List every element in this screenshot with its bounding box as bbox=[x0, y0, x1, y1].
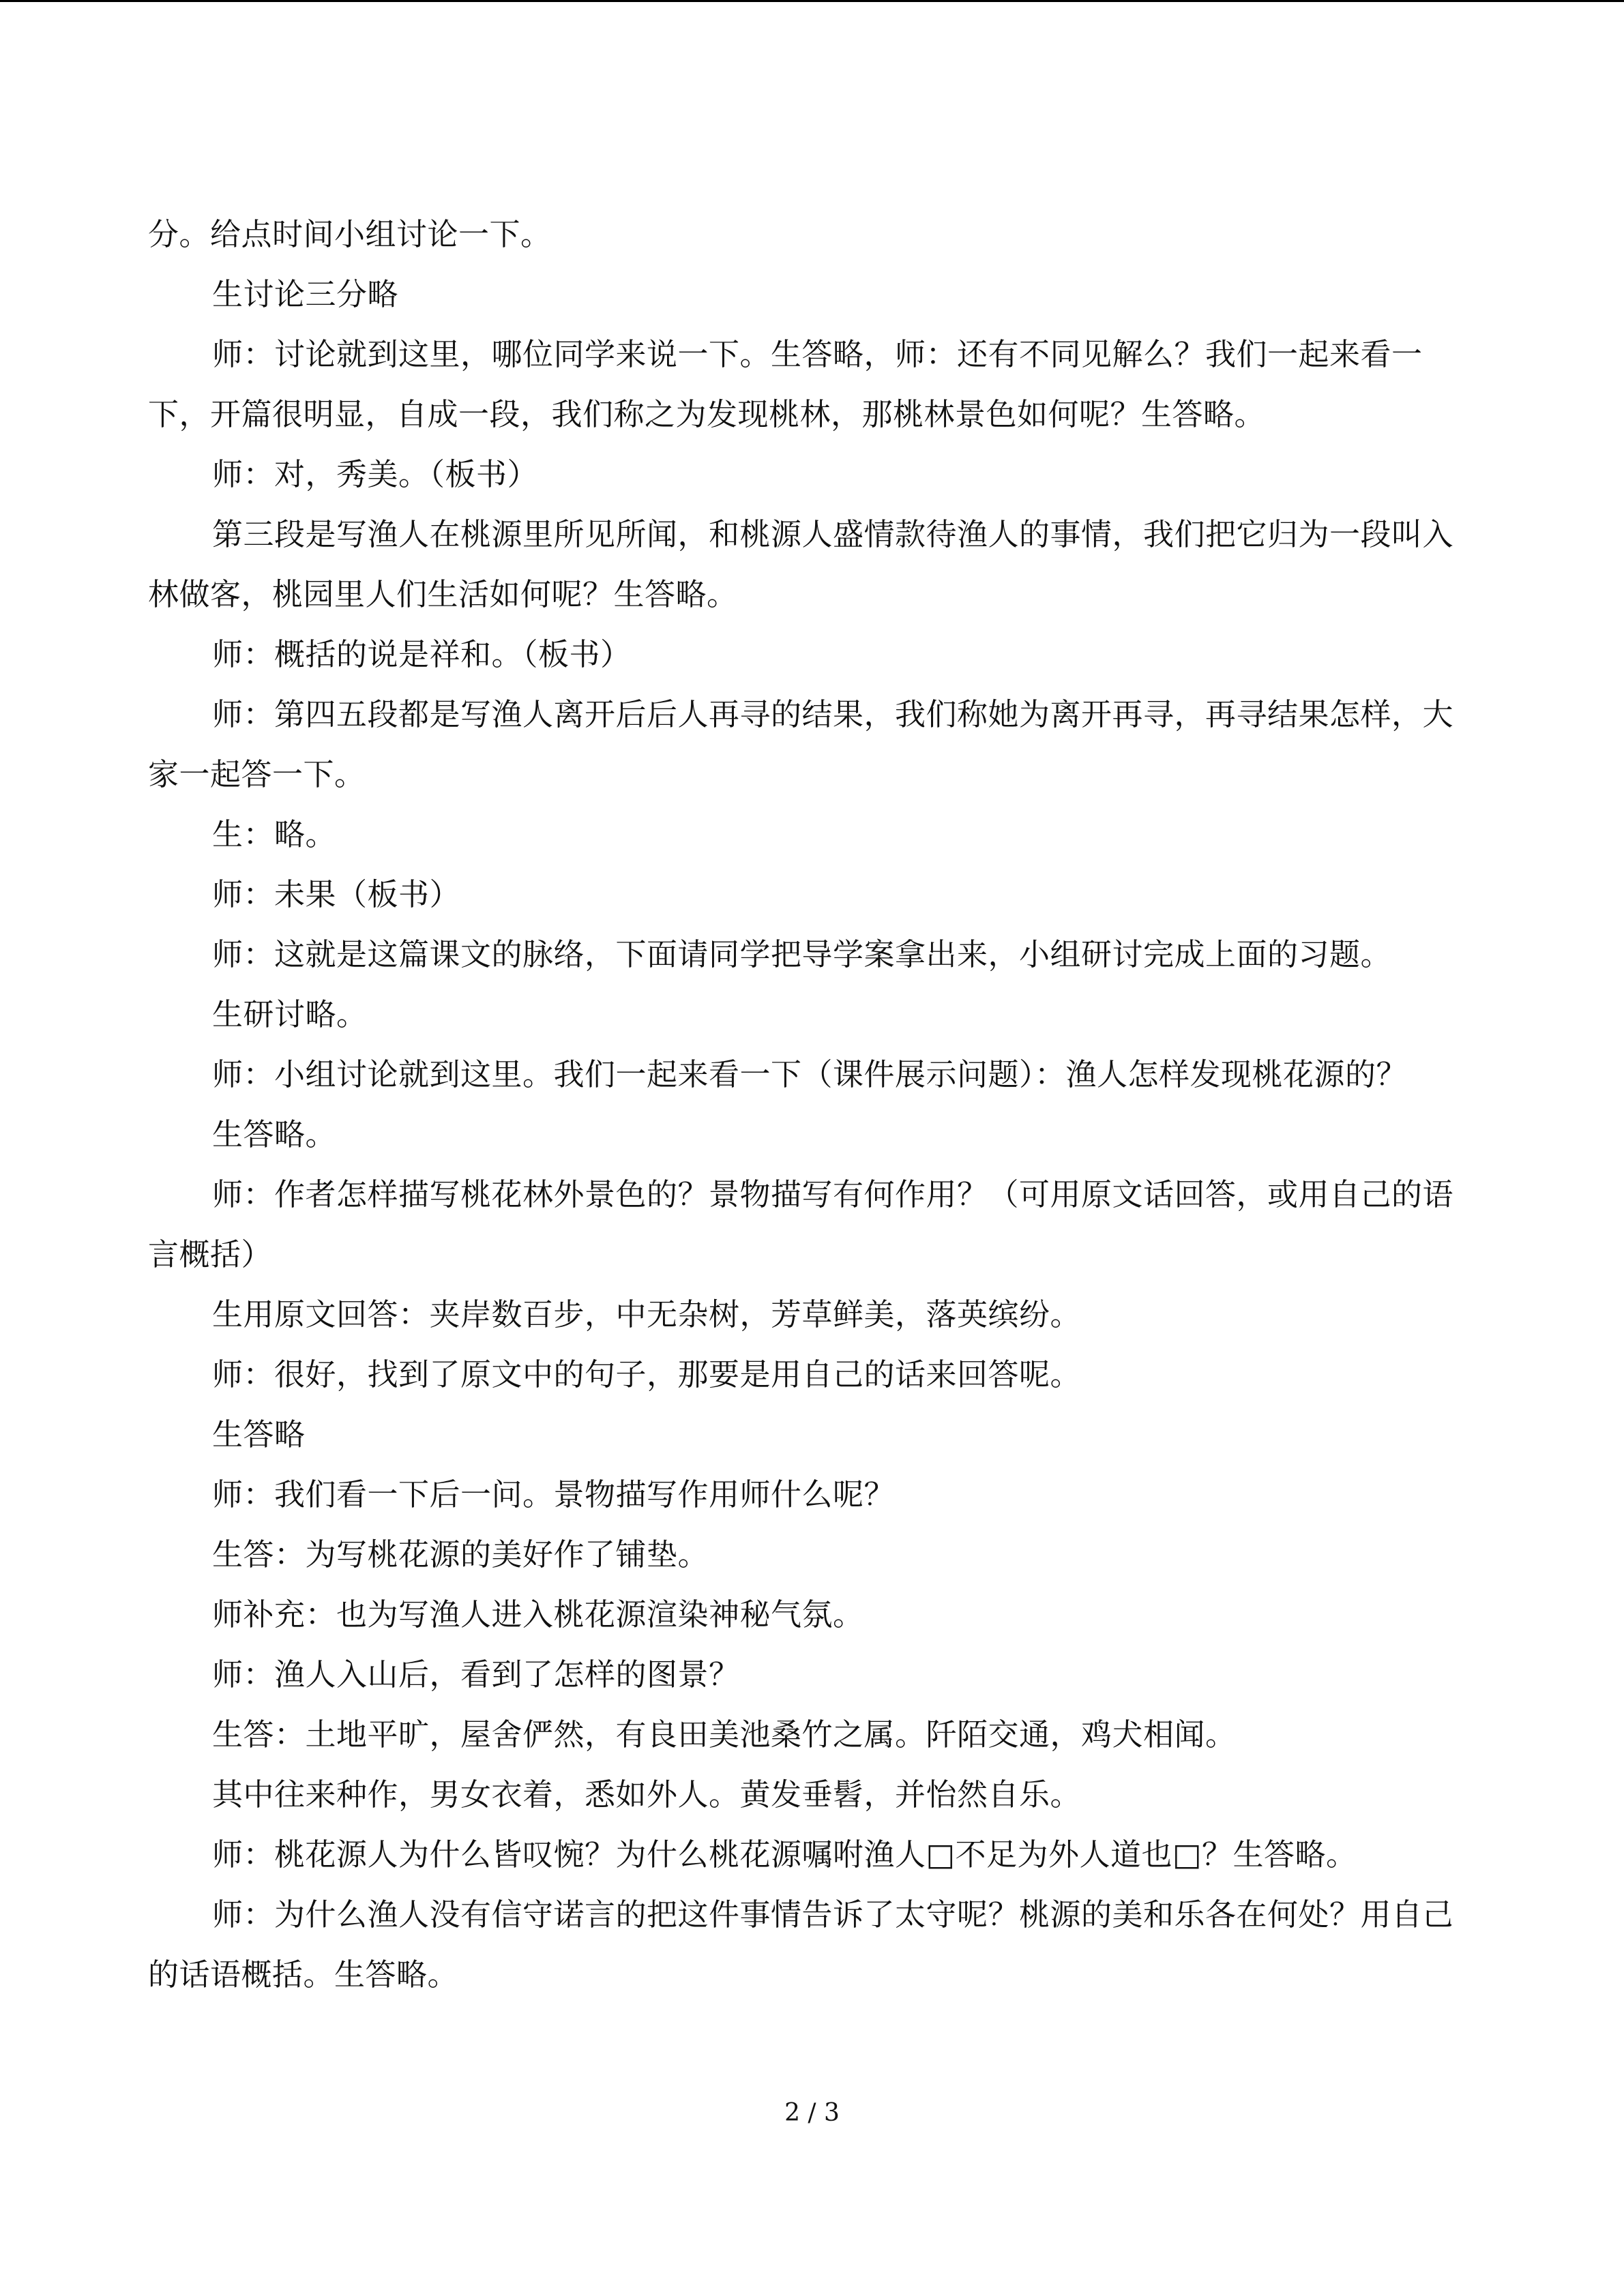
document-body bbox=[148, 205, 1464, 2005]
paragraph: 师：未果（板书） bbox=[212, 876, 461, 912]
paragraph: 师：讨论就到这里，哪位同学来说一下。生答略，师：还有不同见解么？我们一起来看一下，开篇很明显，自成一段，我们称之为发现桃林，那桃林景色如何呢？生答略。 bbox=[148, 336, 1423, 432]
paragraph: 生用原文回答：夹岸数百步，中无杂树，芳草鲜美，落英缤纷。 bbox=[212, 1296, 1082, 1332]
paragraph: 师：对，秀美。（板书） bbox=[212, 456, 539, 492]
paragraph: 师补充：也为写渔人进入桃花源渲染神秘气氛。 bbox=[212, 1596, 864, 1632]
paragraph: 师：我们看一下后一问。景物描写作用师什么呢？ bbox=[212, 1476, 896, 1512]
paragraph: 师：这就是这篇课文的脉络，下面请同学把导学案拿出来，小组研讨完成上面的习题。 bbox=[212, 936, 1392, 972]
paragraph: 师：作者怎样描写桃花林外景色的？景物描写有何作用？（可用原文话回答，或用自己的语言概括） bbox=[148, 1176, 1454, 1272]
paragraph: 其中往来种作，男女衣着，悉如外人。黄发垂髫，并怡然自乐。 bbox=[212, 1776, 1082, 1813]
paragraph: 生讨论三分略 bbox=[212, 276, 399, 312]
paragraph: 生答略 bbox=[212, 1416, 306, 1452]
paragraph: 生研讨略。 bbox=[212, 996, 368, 1032]
paragraph: 师：为什么渔人没有信守诺言的把这件事情告诉了太守呢？桃源的美和乐各在何处？用自己的话语概括。生答略。 bbox=[148, 1896, 1454, 1993]
paragraph: 师：概括的说是祥和。（板书） bbox=[212, 636, 632, 672]
paragraph: 生答略。 bbox=[212, 1116, 337, 1152]
paragraph: 生答：为写桃花源的美好作了铺垫。 bbox=[212, 1536, 709, 1572]
paragraph: 师：第四五段都是写渔人离开后后人再寻的结果，我们称她为离开再寻，再寻结果怎样，大家一起答一下。 bbox=[148, 696, 1454, 792]
paragraph: 生答：土地平旷，屋舍俨然，有良田美池桑竹之属。阡陌交通，鸡犬相闻。 bbox=[212, 1716, 1237, 1753]
paragraph: 第三段是写渔人在桃源里所见所闻，和桃源人盛情款待渔人的事情，我们把它归为一段叫入林做客，桃园里人们生活如何呢？生答略。 bbox=[148, 516, 1454, 612]
paragraph: 分。给点时间小组讨论一下。 bbox=[148, 216, 552, 252]
paragraph: 师：渔人入山后，看到了怎样的图景？ bbox=[212, 1656, 740, 1693]
paragraph: 师：很好，找到了原文中的句子，那要是用自己的话来回答呢。 bbox=[212, 1356, 1082, 1392]
paragraph: 师：桃花源人为什么皆叹惋？为什么桃花源嘱咐渔人□不足为外人道也□？生答略。 bbox=[212, 1836, 1357, 1873]
top-border-line bbox=[0, 0, 1624, 2]
paragraph: 生：略。 bbox=[212, 816, 337, 852]
page-number: 2 / 3 bbox=[784, 2099, 840, 2127]
paragraph: 师：小组讨论就到这里。我们一起来看一下（课件展示问题）：渔人怎样发现桃花源的？ bbox=[212, 1056, 1408, 1092]
